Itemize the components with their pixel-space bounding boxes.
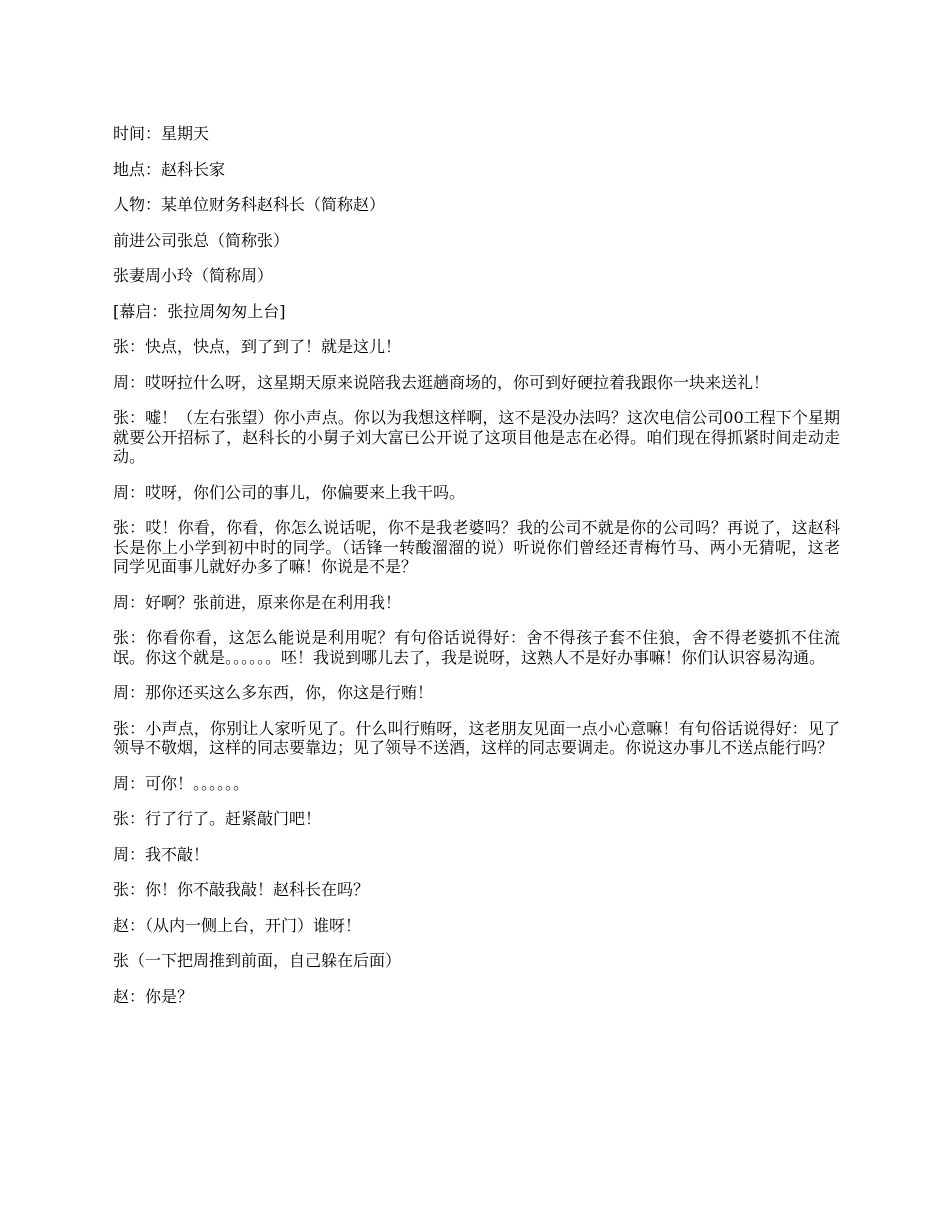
- dialogue-line: 周：可你！。。。。。。: [113, 773, 250, 793]
- dialogue-line: 张：小声点，你别让人家听见了。什么叫行贿呀，这老朋友见面一点小心意嘛！有句俗话说得好：见了领导不敬烟，这样的同志要靠边；见了领导不送酒，这样的同志要调走。你说这办事儿不送点能行吗？: [113, 718, 840, 757]
- dialogue-line: 周：哎呀拉什么呀，这星期天原来说陪我去逛趟商场的，你可到好硬拉着我跟你一块来送礼！: [113, 372, 770, 392]
- script-text: [113, 124, 840, 1022]
- stage-direction: 张（一下把周推到前面，自己躲在后面）: [113, 951, 402, 970]
- line-characters: 人物：某单位财务科赵科长（简称赵）: [113, 195, 386, 214]
- dialogue-line: 张：快点，快点，到了到了！就是这儿！: [113, 337, 402, 356]
- dialogue-line: 张：嘘！（左右张望）你小声点。你以为我想这样啊，这不是没办法吗？这次电信公司00工程下个星期就要公开招标了，赵科长的小舅子刘大富已公开说了这项目他是志在必得。咱们现在得抓紧时间走动走动。: [113, 408, 840, 466]
- line-character-zhang: 前进公司张总（简称张）: [113, 230, 290, 250]
- stage-direction: [幕启：张拉周匆匆上台]: [113, 301, 286, 321]
- line-place: 地点：赵科长家: [113, 159, 226, 179]
- line-character-zhou: 张妻周小玲（简称周）: [113, 266, 274, 285]
- dialogue-line: 周：好啊？张前进，原来你是在利用我！: [113, 592, 402, 612]
- dialogue-line: 张：哎！你看，你看，你怎么说话呢，你不是我老婆吗？我的公司不就是你的公司吗？再说了，这赵科长是你上小学到初中时的同学。（话锋一转酸溜溜的说）听说你们曾经还青梅竹马、两小无猜呢，这老同学见面事儿就好办多了嘛！你说是不是？: [113, 518, 840, 576]
- line-time: 时间：星期天: [113, 124, 210, 143]
- dialogue-line: 张：行了行了。赶紧敲门吧！: [113, 809, 322, 828]
- dialogue-line: 周：我不敲！: [113, 844, 210, 864]
- dialogue-line: 赵：你是？: [113, 986, 194, 1006]
- dialogue-line: 赵：（从内一侧上台，开门）谁呀！: [113, 915, 362, 935]
- dialogue-line: 周：哎呀，你们公司的事儿，你偏要来上我干吗。: [113, 482, 466, 502]
- dialogue-line: 周：那你还买这么多东西，你，你这是行贿！: [113, 683, 434, 702]
- dialogue-line: 张：你看你看，这怎么能说是利用呢？有句俗话说得好：舍不得孩子套不住狼，舍不得老婆抓不住流氓。你这个就是。。。。。。呸！我说到哪儿去了，我是说呀，这熟人不是好办事嘛！你们认识容易沟通。: [113, 628, 840, 667]
- dialogue-line: 张：你！你不敲我敲！赵科长在吗？: [113, 880, 370, 899]
